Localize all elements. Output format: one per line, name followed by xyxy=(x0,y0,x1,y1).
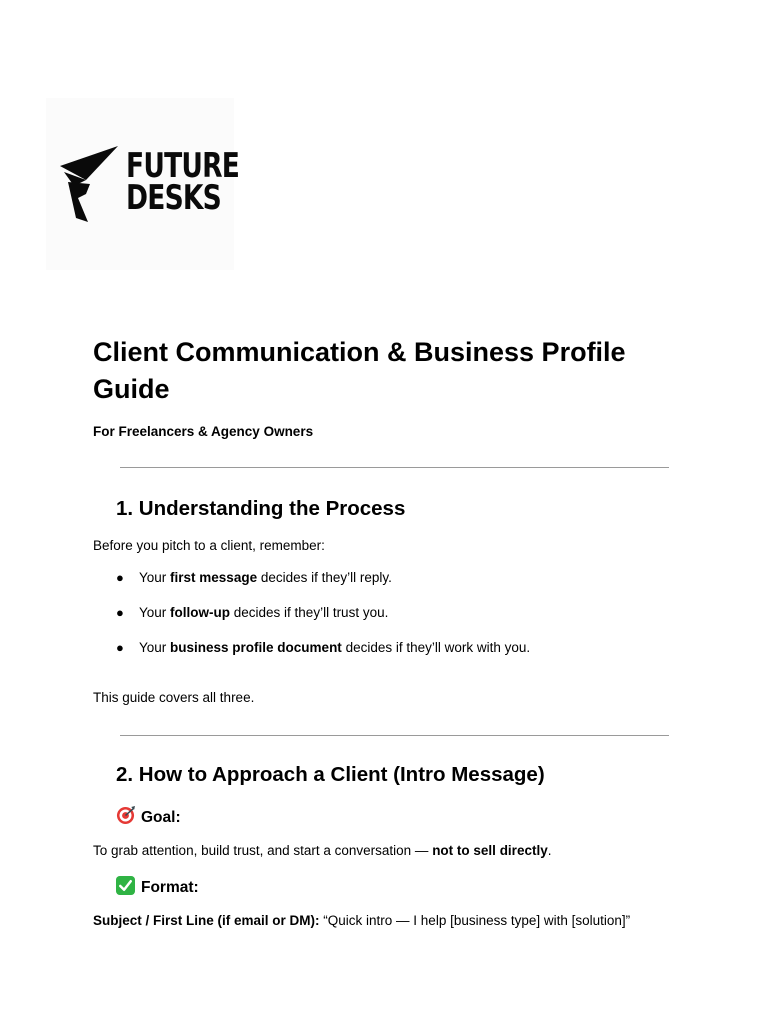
document-subtitle: For Freelancers & Agency Owners xyxy=(93,424,314,439)
paper-plane-logo-icon xyxy=(60,146,120,222)
goal-heading xyxy=(116,806,181,828)
logo-line-1: FUTURE xyxy=(126,146,240,186)
goal-description: To grab attention, build trust, and start a conversation — not to sell directly. xyxy=(93,843,552,858)
check-mark-icon xyxy=(116,876,135,895)
bullet-icon: ● xyxy=(116,570,124,585)
bullet-emphasis: first message xyxy=(170,570,258,585)
subject-line-example xyxy=(93,912,630,930)
bullet-emphasis: business profile document xyxy=(170,640,342,655)
list-item: ● Your first message decides if they’ll reply. xyxy=(116,570,392,585)
bullet-icon: ● xyxy=(116,640,124,655)
list-item: ● Your follow-up decides if they’ll trust you. xyxy=(116,605,389,620)
divider xyxy=(120,735,669,736)
section-1-outro: This guide covers all three. xyxy=(93,690,255,705)
bullet-icon: ● xyxy=(116,605,124,620)
goal-label: Goal: xyxy=(141,809,181,826)
logo-wordmark xyxy=(126,146,240,218)
section-1-heading: 1. Understanding the Process xyxy=(116,497,406,520)
subject-text: “Quick intro — I help [business type] with [solution]” xyxy=(319,913,631,928)
format-heading xyxy=(116,876,199,898)
document-title: Client Communication & Business Profile Guide xyxy=(93,337,626,404)
list-item: ● Your business profile document decides if they’ll work with you. xyxy=(116,640,531,655)
format-label: Format: xyxy=(141,879,199,896)
target-icon xyxy=(116,806,135,825)
logo-line-2: DESKS xyxy=(126,178,221,218)
section-1-intro: Before you pitch to a client, remember: xyxy=(93,538,325,553)
subject-label: Subject / First Line (if email or DM): xyxy=(93,913,320,928)
divider xyxy=(120,467,669,468)
goal-emphasis: not to sell directly xyxy=(432,843,548,858)
company-logo xyxy=(46,98,240,270)
section-2-heading: 2. How to Approach a Client (Intro Message) xyxy=(116,763,545,786)
bullet-emphasis: follow-up xyxy=(170,605,231,620)
process-bullet-list xyxy=(93,569,530,674)
